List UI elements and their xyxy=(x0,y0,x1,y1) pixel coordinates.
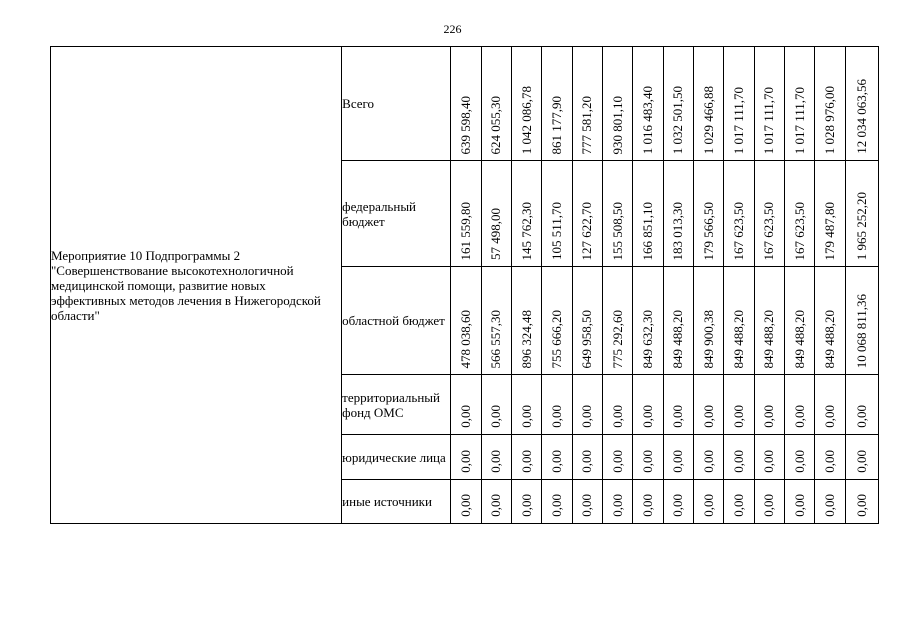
value-text: 0,00 xyxy=(579,450,595,473)
value-text: 0,00 xyxy=(791,494,807,517)
value-cell xyxy=(693,47,723,161)
value-cell xyxy=(784,480,814,524)
value-text: 0,00 xyxy=(791,405,807,428)
value-cell xyxy=(815,267,845,375)
value-text: 155 508,50 xyxy=(609,201,625,260)
value-cell xyxy=(572,480,602,524)
value-cell xyxy=(572,267,602,375)
value-cell xyxy=(663,161,693,267)
value-text: 0,00 xyxy=(821,494,837,517)
value-cell xyxy=(633,435,663,480)
value-cell xyxy=(663,47,693,161)
value-cell xyxy=(784,47,814,161)
value-text: 0,00 xyxy=(761,494,777,517)
value-text: 0,00 xyxy=(639,450,655,473)
value-text: 10 068 811,36 xyxy=(853,293,869,368)
value-text: 0,00 xyxy=(609,405,625,428)
value-cell xyxy=(815,435,845,480)
value-cell xyxy=(754,375,784,435)
value-cell xyxy=(693,375,723,435)
value-text: 896 324,48 xyxy=(518,309,534,368)
source-label: территориальный фонд ОМС xyxy=(342,375,451,435)
value-cell xyxy=(815,480,845,524)
value-text: 105 511,70 xyxy=(548,201,564,260)
value-cell xyxy=(451,267,481,375)
value-cell xyxy=(542,161,572,267)
value-text: 0,00 xyxy=(700,450,716,473)
value-text: 1 032 501,50 xyxy=(670,85,686,154)
value-cell xyxy=(784,375,814,435)
value-cell xyxy=(481,435,511,480)
source-label: юридические лица xyxy=(342,435,451,480)
value-cell xyxy=(542,435,572,480)
funding-table xyxy=(50,46,879,524)
value-cell xyxy=(845,161,878,267)
value-cell xyxy=(784,435,814,480)
value-cell xyxy=(815,161,845,267)
value-cell xyxy=(542,267,572,375)
value-text: 1 042 086,78 xyxy=(518,85,534,154)
value-cell xyxy=(633,375,663,435)
value-text: 849 488,20 xyxy=(730,309,746,368)
value-text: 0,00 xyxy=(821,450,837,473)
value-text: 0,00 xyxy=(761,450,777,473)
source-label: федеральный бюджет xyxy=(342,161,451,267)
source-label: Всего xyxy=(342,47,451,161)
value-cell xyxy=(481,161,511,267)
value-text: 145 762,30 xyxy=(518,201,534,260)
row-total xyxy=(51,47,879,161)
value-cell xyxy=(754,267,784,375)
value-text: 849 632,30 xyxy=(639,309,655,368)
value-text: 0,00 xyxy=(488,450,504,473)
value-cell xyxy=(602,375,632,435)
value-cell xyxy=(845,480,878,524)
value-text: 161 559,80 xyxy=(457,201,473,260)
value-text: 0,00 xyxy=(639,405,655,428)
value-cell xyxy=(784,161,814,267)
value-cell xyxy=(511,480,541,524)
value-text: 57 498,00 xyxy=(488,208,504,260)
value-text: 649 958,50 xyxy=(579,309,595,368)
value-text: 0,00 xyxy=(579,494,595,517)
value-text: 167 623,50 xyxy=(730,201,746,260)
value-cell xyxy=(663,435,693,480)
value-cell xyxy=(633,161,663,267)
value-cell xyxy=(663,480,693,524)
value-text: 0,00 xyxy=(670,405,686,428)
value-text: 639 598,40 xyxy=(457,95,473,154)
value-cell xyxy=(511,375,541,435)
source-label: иные источники xyxy=(342,480,451,524)
value-text: 183 013,30 xyxy=(670,201,686,260)
value-cell xyxy=(754,161,784,267)
value-text: 0,00 xyxy=(488,405,504,428)
value-text: 0,00 xyxy=(488,494,504,517)
value-cell xyxy=(663,267,693,375)
value-cell xyxy=(724,267,754,375)
value-text: 167 623,50 xyxy=(761,201,777,260)
value-cell xyxy=(451,161,481,267)
value-text: 1 016 483,40 xyxy=(639,85,655,154)
value-cell xyxy=(633,47,663,161)
value-text: 0,00 xyxy=(457,450,473,473)
value-cell xyxy=(845,47,878,161)
value-cell xyxy=(724,375,754,435)
value-cell xyxy=(451,47,481,161)
value-cell xyxy=(451,480,481,524)
value-text: 0,00 xyxy=(853,494,869,517)
value-cell xyxy=(693,161,723,267)
value-text: 849 488,20 xyxy=(821,309,837,368)
value-text: 566 557,30 xyxy=(488,309,504,368)
value-text: 167 623,50 xyxy=(791,201,807,260)
value-cell xyxy=(481,375,511,435)
value-cell xyxy=(481,47,511,161)
value-text: 0,00 xyxy=(548,494,564,517)
value-text: 0,00 xyxy=(518,494,534,517)
value-cell xyxy=(511,435,541,480)
value-cell xyxy=(724,480,754,524)
value-cell xyxy=(451,435,481,480)
value-cell xyxy=(511,47,541,161)
value-cell xyxy=(511,161,541,267)
value-cell xyxy=(572,161,602,267)
value-text: 861 177,90 xyxy=(548,95,564,154)
value-text: 0,00 xyxy=(761,405,777,428)
value-cell xyxy=(724,435,754,480)
value-cell xyxy=(815,47,845,161)
value-text: 1 965 252,20 xyxy=(853,191,869,260)
value-text: 1 017 111,70 xyxy=(761,86,777,154)
value-text: 849 488,20 xyxy=(761,309,777,368)
value-text: 166 851,10 xyxy=(639,201,655,260)
value-text: 624 055,30 xyxy=(488,95,504,154)
value-text: 12 034 063,56 xyxy=(853,79,869,154)
value-cell xyxy=(542,480,572,524)
value-text: 849 488,20 xyxy=(670,309,686,368)
page-number: 226 xyxy=(443,22,462,36)
value-text: 0,00 xyxy=(457,405,473,428)
value-text: 1 017 111,70 xyxy=(791,86,807,154)
value-cell xyxy=(845,267,878,375)
value-cell xyxy=(542,375,572,435)
value-text: 0,00 xyxy=(579,405,595,428)
value-cell xyxy=(815,375,845,435)
value-text: 777 581,20 xyxy=(579,95,595,154)
value-text: 0,00 xyxy=(853,405,869,428)
value-cell xyxy=(845,435,878,480)
value-text: 0,00 xyxy=(670,450,686,473)
value-text: 849 900,38 xyxy=(700,309,716,368)
value-text: 0,00 xyxy=(609,450,625,473)
value-text: 0,00 xyxy=(609,494,625,517)
value-cell xyxy=(845,375,878,435)
value-text: 1 028 976,00 xyxy=(821,85,837,154)
value-text: 0,00 xyxy=(821,405,837,428)
value-cell xyxy=(602,480,632,524)
value-text: 0,00 xyxy=(730,494,746,517)
value-cell xyxy=(481,480,511,524)
value-cell xyxy=(724,47,754,161)
value-text: 775 292,60 xyxy=(609,309,625,368)
value-cell xyxy=(481,267,511,375)
value-cell xyxy=(572,47,602,161)
value-text: 179 566,50 xyxy=(700,201,716,260)
source-label: областной бюджет xyxy=(342,267,451,375)
value-text: 755 666,20 xyxy=(548,309,564,368)
value-text: 1 017 111,70 xyxy=(730,86,746,154)
value-cell xyxy=(784,267,814,375)
value-text: 0,00 xyxy=(639,494,655,517)
value-text: 0,00 xyxy=(548,450,564,473)
value-cell xyxy=(602,267,632,375)
value-cell xyxy=(511,267,541,375)
value-text: 478 038,60 xyxy=(457,309,473,368)
value-text: 0,00 xyxy=(730,405,746,428)
value-cell xyxy=(724,161,754,267)
value-cell xyxy=(663,375,693,435)
value-cell xyxy=(693,435,723,480)
value-cell xyxy=(754,480,784,524)
measure-title: Мероприятие 10 Подпрограммы 2 "Совершенствование высокотехнологичной медицинской помощи, развитие новых эффективных методов лечения в Нижегородской области" xyxy=(51,47,342,524)
value-text: 1 029 466,88 xyxy=(700,85,716,154)
value-cell xyxy=(542,47,572,161)
value-cell xyxy=(693,480,723,524)
value-text: 930 801,10 xyxy=(609,95,625,154)
value-text: 0,00 xyxy=(853,450,869,473)
value-text: 0,00 xyxy=(548,405,564,428)
value-cell xyxy=(754,435,784,480)
value-cell xyxy=(633,267,663,375)
value-cell xyxy=(754,47,784,161)
value-cell xyxy=(572,435,602,480)
value-text: 0,00 xyxy=(791,450,807,473)
value-text: 849 488,20 xyxy=(791,309,807,368)
value-text: 127 622,70 xyxy=(579,201,595,260)
value-cell xyxy=(602,161,632,267)
value-cell xyxy=(602,47,632,161)
value-cell xyxy=(693,267,723,375)
value-text: 0,00 xyxy=(700,494,716,517)
value-text: 0,00 xyxy=(730,450,746,473)
value-text: 0,00 xyxy=(518,450,534,473)
value-cell xyxy=(602,435,632,480)
value-cell xyxy=(572,375,602,435)
value-text: 0,00 xyxy=(670,494,686,517)
value-text: 179 487,80 xyxy=(821,201,837,260)
value-cell xyxy=(451,375,481,435)
value-cell xyxy=(633,480,663,524)
value-text: 0,00 xyxy=(518,405,534,428)
value-text: 0,00 xyxy=(700,405,716,428)
value-text: 0,00 xyxy=(457,494,473,517)
